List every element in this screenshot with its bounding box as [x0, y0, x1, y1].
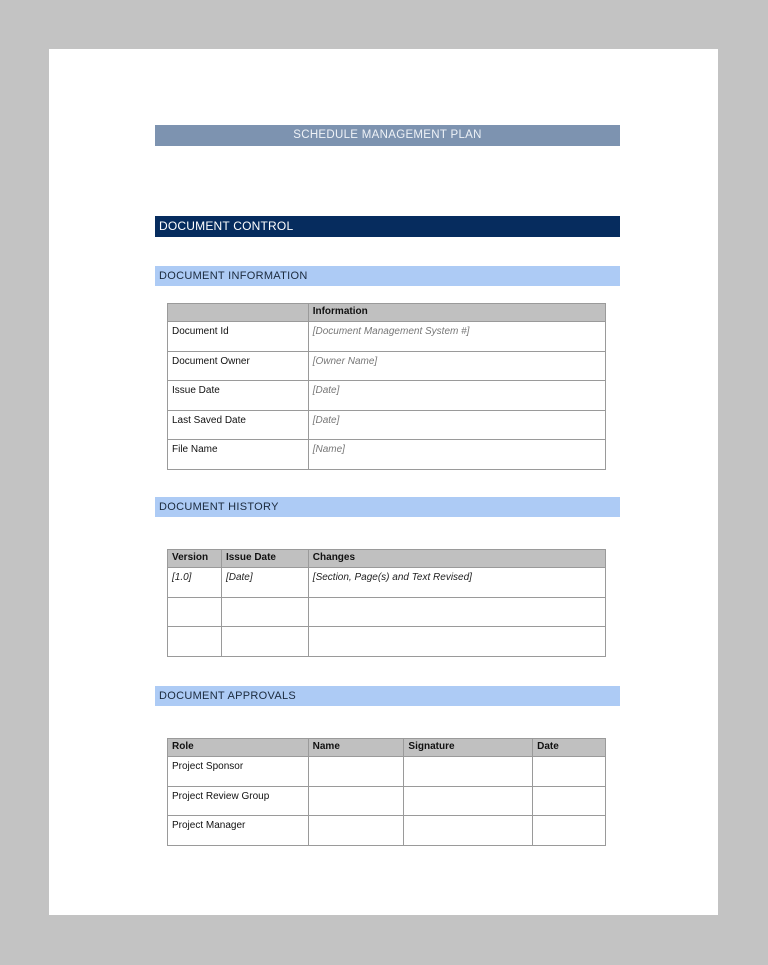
- column-header: Issue Date: [221, 550, 308, 568]
- table-row: [168, 627, 606, 657]
- table-row: [168, 322, 606, 352]
- column-header: Role: [168, 739, 309, 757]
- row-label: Issue Date: [168, 381, 309, 411]
- changes-cell[interactable]: [308, 627, 605, 657]
- column-header: Version: [168, 550, 222, 568]
- date-cell[interactable]: [533, 757, 606, 787]
- role-cell: Project Manager: [168, 816, 309, 846]
- name-cell[interactable]: [308, 816, 404, 846]
- table-row: [168, 351, 606, 381]
- section-heading-document-history: DOCUMENT HISTORY: [155, 497, 620, 517]
- section-heading-document-approvals: DOCUMENT APPROVALS: [155, 686, 620, 706]
- row-label: File Name: [168, 440, 309, 470]
- name-cell[interactable]: [308, 786, 404, 816]
- document-approvals-table: [167, 738, 606, 846]
- column-header: [168, 304, 309, 322]
- column-header: Information: [308, 304, 605, 322]
- row-value[interactable]: [Document Management System #]: [308, 322, 605, 352]
- row-label: Document Owner: [168, 351, 309, 381]
- row-value[interactable]: [Date]: [308, 410, 605, 440]
- document-history-table: [167, 549, 606, 657]
- table-header-row: [168, 739, 606, 757]
- signature-cell[interactable]: [404, 757, 533, 787]
- table-row: [168, 816, 606, 846]
- row-value[interactable]: [Name]: [308, 440, 605, 470]
- table-row: [168, 410, 606, 440]
- table-row: [168, 757, 606, 787]
- table-header-row: [168, 550, 606, 568]
- signature-cell[interactable]: [404, 786, 533, 816]
- document-information-table: [167, 303, 606, 470]
- date-cell[interactable]: [533, 786, 606, 816]
- section-heading-document-control: DOCUMENT CONTROL: [155, 216, 620, 237]
- issue-date-cell[interactable]: [Date]: [221, 568, 308, 598]
- section-heading-document-information: DOCUMENT INFORMATION: [155, 266, 620, 286]
- table-row: [168, 568, 606, 598]
- row-value[interactable]: [Owner Name]: [308, 351, 605, 381]
- name-cell[interactable]: [308, 757, 404, 787]
- date-cell[interactable]: [533, 816, 606, 846]
- version-cell[interactable]: [168, 597, 222, 627]
- role-cell: Project Sponsor: [168, 757, 309, 787]
- row-label: Document Id: [168, 322, 309, 352]
- table-row: [168, 597, 606, 627]
- table-header-row: [168, 304, 606, 322]
- table-row: [168, 381, 606, 411]
- changes-cell[interactable]: [Section, Page(s) and Text Revised]: [308, 568, 605, 598]
- document-title: SCHEDULE MANAGEMENT PLAN: [155, 125, 620, 146]
- issue-date-cell[interactable]: [221, 627, 308, 657]
- version-cell[interactable]: [1.0]: [168, 568, 222, 598]
- changes-cell[interactable]: [308, 597, 605, 627]
- version-cell[interactable]: [168, 627, 222, 657]
- table-row: [168, 440, 606, 470]
- column-header: Date: [533, 739, 606, 757]
- row-label: Last Saved Date: [168, 410, 309, 440]
- column-header: Name: [308, 739, 404, 757]
- issue-date-cell[interactable]: [221, 597, 308, 627]
- column-header: Changes: [308, 550, 605, 568]
- row-value[interactable]: [Date]: [308, 381, 605, 411]
- signature-cell[interactable]: [404, 816, 533, 846]
- table-row: [168, 786, 606, 816]
- role-cell: Project Review Group: [168, 786, 309, 816]
- column-header: Signature: [404, 739, 533, 757]
